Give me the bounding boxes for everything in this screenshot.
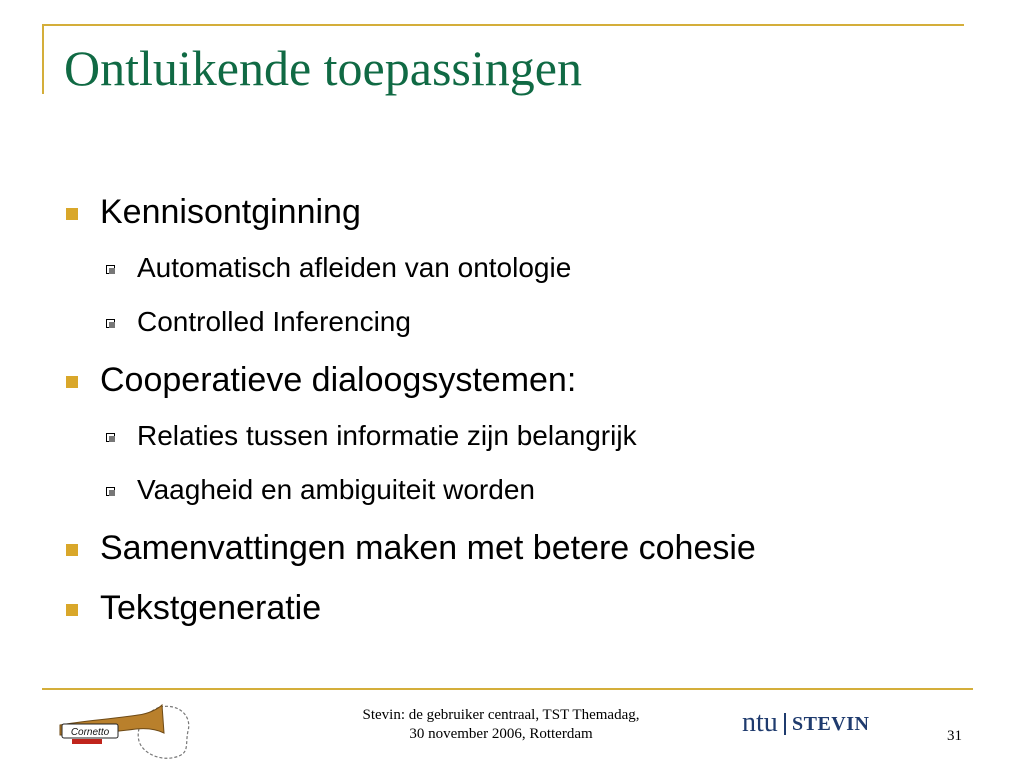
sub-bullet-text: Automatisch afleiden van ontologie	[137, 252, 572, 283]
cornetto-label: Cornetto	[70, 727, 110, 738]
hollow-square-bullet-icon	[106, 487, 115, 496]
ntu-logo-mark: ntu	[742, 707, 778, 738]
hollow-square-bullet-icon	[106, 433, 115, 442]
slide-title: Ontluikende toepassingen	[64, 40, 582, 96]
page-number: 31	[947, 728, 962, 744]
stevin-logo	[742, 708, 882, 738]
hollow-square-bullet-icon	[106, 319, 115, 328]
sub-bullet-text: Vaagheid en ambiguiteit worden	[137, 474, 535, 505]
cornetto-red-band	[72, 739, 102, 744]
stevin-separator	[784, 713, 786, 735]
footer-text	[330, 706, 672, 744]
sub-bullet-text: Relaties tussen informatie zijn belangrijk	[137, 420, 637, 451]
bullet-square-icon	[66, 544, 78, 556]
bullet-text: Samenvattingen maken met betere cohesie	[100, 529, 756, 567]
footer-line-1: Stevin: de gebruiker centraal, TST Themadag,	[362, 707, 640, 723]
sub-bullet-text: Controlled Inferencing	[137, 306, 411, 337]
footer-line-2: 30 november 2006, Rotterdam	[409, 726, 593, 742]
bullet-text: Kennisontginning	[100, 193, 361, 231]
bullet-square-icon	[66, 376, 78, 388]
footer-rule	[42, 688, 973, 690]
cornetto-logo	[52, 695, 212, 765]
bullet-text: Tekstgeneratie	[100, 589, 322, 627]
bullet-square-icon	[66, 208, 78, 220]
bullet-text: Cooperatieve dialoogsystemen:	[100, 361, 577, 399]
bullet-square-icon	[66, 604, 78, 616]
hollow-square-bullet-icon	[106, 265, 115, 274]
stevin-wordmark: STEVIN	[792, 713, 870, 735]
